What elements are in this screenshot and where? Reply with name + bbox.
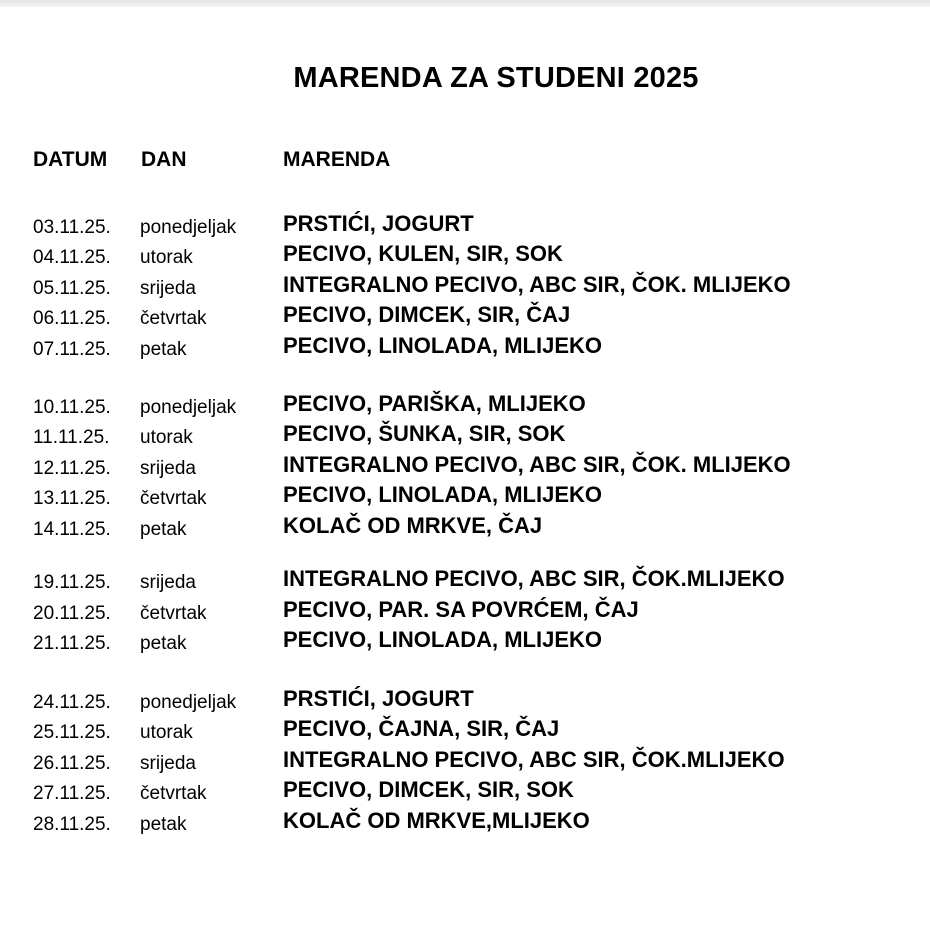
row-date: 28.11.25. (33, 814, 111, 835)
row-date: 20.11.25. (33, 603, 111, 624)
row-meal: PRSTIĆI, JOGURT (283, 686, 474, 711)
row-date: 21.11.25. (33, 633, 111, 654)
row-meal: PECIVO, LINOLADA, MLIJEKO (283, 482, 603, 507)
menu-row (0, 808, 930, 838)
row-date: 10.11.25. (33, 397, 111, 418)
row-day: petak (140, 519, 187, 540)
row-day: četvrtak (140, 783, 207, 804)
menu-row (0, 566, 930, 596)
row-date: 03.11.25. (33, 217, 111, 238)
menu-row (0, 333, 930, 363)
row-meal: KOLAČ OD MRKVE, ČAJ (283, 513, 543, 538)
menu-row (0, 747, 930, 777)
row-day: srijeda (140, 753, 196, 774)
menu-row (0, 686, 930, 716)
row-day: petak (140, 339, 187, 360)
menu-row (0, 391, 930, 421)
row-date: 13.11.25. (33, 488, 111, 509)
row-meal: INTEGRALNO PECIVO, ABC SIR, ČOK. MLIJEKO (283, 272, 791, 297)
row-date: 11.11.25. (33, 427, 110, 448)
menu-row (0, 513, 930, 543)
row-date: 07.11.25. (33, 339, 111, 360)
header-datum: DATUM (33, 148, 108, 171)
header-marenda: MARENDA (283, 148, 391, 171)
menu-row (0, 597, 930, 627)
row-meal: INTEGRALNO PECIVO, ABC SIR, ČOK.MLIJEKO (283, 747, 785, 772)
row-day: utorak (140, 427, 193, 448)
row-meal: PECIVO, PAR. SA POVRĆEM, ČAJ (283, 597, 639, 622)
row-day: utorak (140, 722, 193, 743)
row-meal: INTEGRALNO PECIVO, ABC SIR, ČOK. MLIJEKO (283, 452, 791, 477)
row-meal: PECIVO, LINOLADA, MLIJEKO (283, 627, 603, 652)
row-day: ponedjeljak (140, 692, 237, 713)
row-date: 25.11.25. (33, 722, 111, 743)
row-date: 05.11.25. (33, 278, 111, 299)
row-day: ponedjeljak (140, 397, 237, 418)
row-day: četvrtak (140, 308, 207, 329)
menu-row (0, 211, 930, 241)
menu-row (0, 241, 930, 271)
row-meal: PECIVO, DIMCEK, SIR, SOK (283, 777, 574, 802)
row-date: 12.11.25. (33, 458, 111, 479)
row-meal: PECIVO, ŠUNKA, SIR, SOK (283, 421, 566, 446)
top-shadow-bar (0, 0, 930, 7)
row-date: 06.11.25. (33, 308, 111, 329)
row-date: 26.11.25. (33, 753, 111, 774)
row-meal: PECIVO, DIMCEK, SIR, ČAJ (283, 302, 571, 327)
row-day: srijeda (140, 278, 196, 299)
menu-row (0, 272, 930, 302)
menu-row (0, 777, 930, 807)
row-day: četvrtak (140, 603, 207, 624)
row-day: utorak (140, 247, 193, 268)
row-day: petak (140, 814, 187, 835)
row-date: 27.11.25. (33, 783, 111, 804)
menu-row (0, 716, 930, 746)
row-meal: INTEGRALNO PECIVO, ABC SIR, ČOK.MLIJEKO (283, 566, 785, 591)
row-day: srijeda (140, 458, 196, 479)
row-day: četvrtak (140, 488, 207, 509)
row-meal: PECIVO, PARIŠKA, MLIJEKO (283, 391, 586, 416)
menu-row (0, 482, 930, 512)
menu-row (0, 421, 930, 451)
row-date: 04.11.25. (33, 247, 111, 268)
row-day: srijeda (140, 572, 196, 593)
row-meal: PECIVO, KULEN, SIR, SOK (283, 241, 563, 266)
row-day: ponedjeljak (140, 217, 237, 238)
menu-row (0, 452, 930, 482)
row-meal: PRSTIĆI, JOGURT (283, 211, 474, 236)
menu-row (0, 627, 930, 657)
menu-row (0, 302, 930, 332)
header-dan: DAN (141, 148, 187, 171)
row-date: 24.11.25. (33, 692, 111, 713)
row-meal: KOLAČ OD MRKVE,MLIJEKO (283, 808, 590, 833)
row-date: 19.11.25. (33, 572, 111, 593)
page-title: MARENDA ZA STUDENI 2025 (293, 62, 699, 94)
row-day: petak (140, 633, 187, 654)
row-meal: PECIVO, LINOLADA, MLIJEKO (283, 333, 603, 358)
row-date: 14.11.25. (33, 519, 111, 540)
row-meal: PECIVO, ČAJNA, SIR, ČAJ (283, 716, 560, 741)
